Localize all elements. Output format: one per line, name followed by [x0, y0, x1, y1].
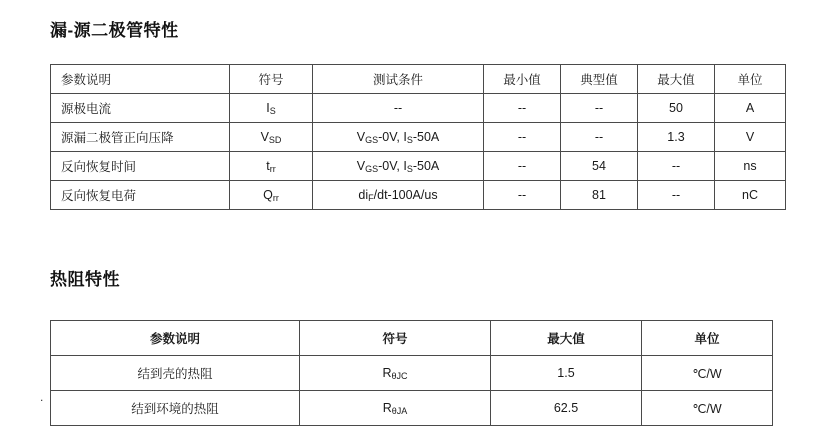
cell-max: 1.5	[491, 356, 642, 391]
column-header-symbol: 符号	[230, 65, 313, 94]
table-row	[51, 152, 786, 181]
cond-suffix: -50A	[412, 130, 440, 144]
table-header-row	[51, 321, 773, 356]
cond-suffix: -50A	[412, 159, 440, 173]
cell-min: --	[484, 152, 561, 181]
cell-symbol	[230, 94, 313, 123]
table-row	[51, 181, 786, 210]
cell-param: 反向恢复电荷	[51, 181, 230, 210]
cell-max: 1.3	[638, 123, 715, 152]
cell-max: --	[638, 152, 715, 181]
cell-condition	[313, 123, 484, 152]
cell-unit: ns	[715, 152, 786, 181]
cell-condition	[313, 181, 484, 210]
cell-symbol	[230, 152, 313, 181]
table-row	[51, 356, 773, 391]
page-title-thermal: 热阻特性	[50, 270, 120, 289]
cond-sub1: GS	[365, 164, 379, 174]
cell-typ: 54	[561, 152, 638, 181]
cond-sub2: S	[406, 135, 413, 145]
cond-sub2: S	[406, 164, 413, 174]
symbol-main: Q	[263, 188, 273, 202]
cell-unit: A	[715, 94, 786, 123]
table-row	[51, 94, 786, 123]
symbol-sub: rr	[269, 164, 276, 174]
column-header-condition: 测试条件	[313, 65, 484, 94]
cell-min: --	[484, 123, 561, 152]
margin-dot-mark: .	[40, 390, 44, 404]
page-title-diode: 漏-源二极管特性	[50, 21, 179, 40]
cell-typ: 81	[561, 181, 638, 210]
symbol-main: I	[266, 101, 270, 115]
cell-typ: --	[561, 123, 638, 152]
column-header-param: 参数说明	[51, 65, 230, 94]
cell-max: 50	[638, 94, 715, 123]
cell-param: 反向恢复时间	[51, 152, 230, 181]
symbol-main: R	[382, 401, 392, 415]
symbol-sub: rr	[272, 193, 279, 203]
symbol-main: t	[266, 159, 270, 173]
cell-symbol	[300, 391, 491, 426]
cell-max: 62.5	[491, 391, 642, 426]
cond-sub1: F	[368, 193, 374, 203]
cond-sub1: GS	[365, 135, 379, 145]
cond-prefix: V	[356, 159, 366, 173]
table-row	[51, 391, 773, 426]
cell-unit: ℃/W	[642, 356, 773, 391]
column-header-min: 最小值	[484, 65, 561, 94]
cell-min: --	[484, 181, 561, 210]
cell-param: 源漏二极管正向压降	[51, 123, 230, 152]
cell-max: --	[638, 181, 715, 210]
symbol-sub: θJC	[391, 371, 408, 381]
cell-min: --	[484, 94, 561, 123]
column-header-symbol: 符号	[300, 321, 491, 356]
cond-mid: /dt-100A/us	[373, 188, 438, 202]
cell-condition	[313, 152, 484, 181]
cell-param: 结到壳的热阻	[51, 356, 300, 391]
symbol-main: R	[382, 366, 392, 380]
column-header-unit: 单位	[642, 321, 773, 356]
symbol-sub: S	[269, 106, 276, 116]
symbol-sub: θJA	[391, 406, 408, 416]
cell-typ: --	[561, 94, 638, 123]
table-header-row	[51, 65, 786, 94]
thermal-characteristics-table	[50, 320, 773, 426]
cond-prefix: di	[358, 188, 369, 202]
column-header-max: 最大值	[638, 65, 715, 94]
cell-condition: --	[313, 94, 484, 123]
cell-symbol	[230, 123, 313, 152]
cell-param: 源极电流	[51, 94, 230, 123]
table-row	[51, 123, 786, 152]
cell-symbol	[230, 181, 313, 210]
column-header-unit: 单位	[715, 65, 786, 94]
cond-prefix: V	[356, 130, 366, 144]
symbol-sub: SD	[268, 135, 282, 145]
column-header-max: 最大值	[491, 321, 642, 356]
column-header-typ: 典型值	[561, 65, 638, 94]
cell-unit: nC	[715, 181, 786, 210]
cell-unit: ℃/W	[642, 391, 773, 426]
cell-param: 结到环境的热阻	[51, 391, 300, 426]
cond-mid: -0V, I	[378, 159, 407, 173]
cond-mid: -0V, I	[378, 130, 407, 144]
cell-unit: V	[715, 123, 786, 152]
cell-symbol	[300, 356, 491, 391]
diode-characteristics-table	[50, 64, 786, 210]
column-header-param: 参数说明	[51, 321, 300, 356]
symbol-main: V	[260, 130, 269, 144]
